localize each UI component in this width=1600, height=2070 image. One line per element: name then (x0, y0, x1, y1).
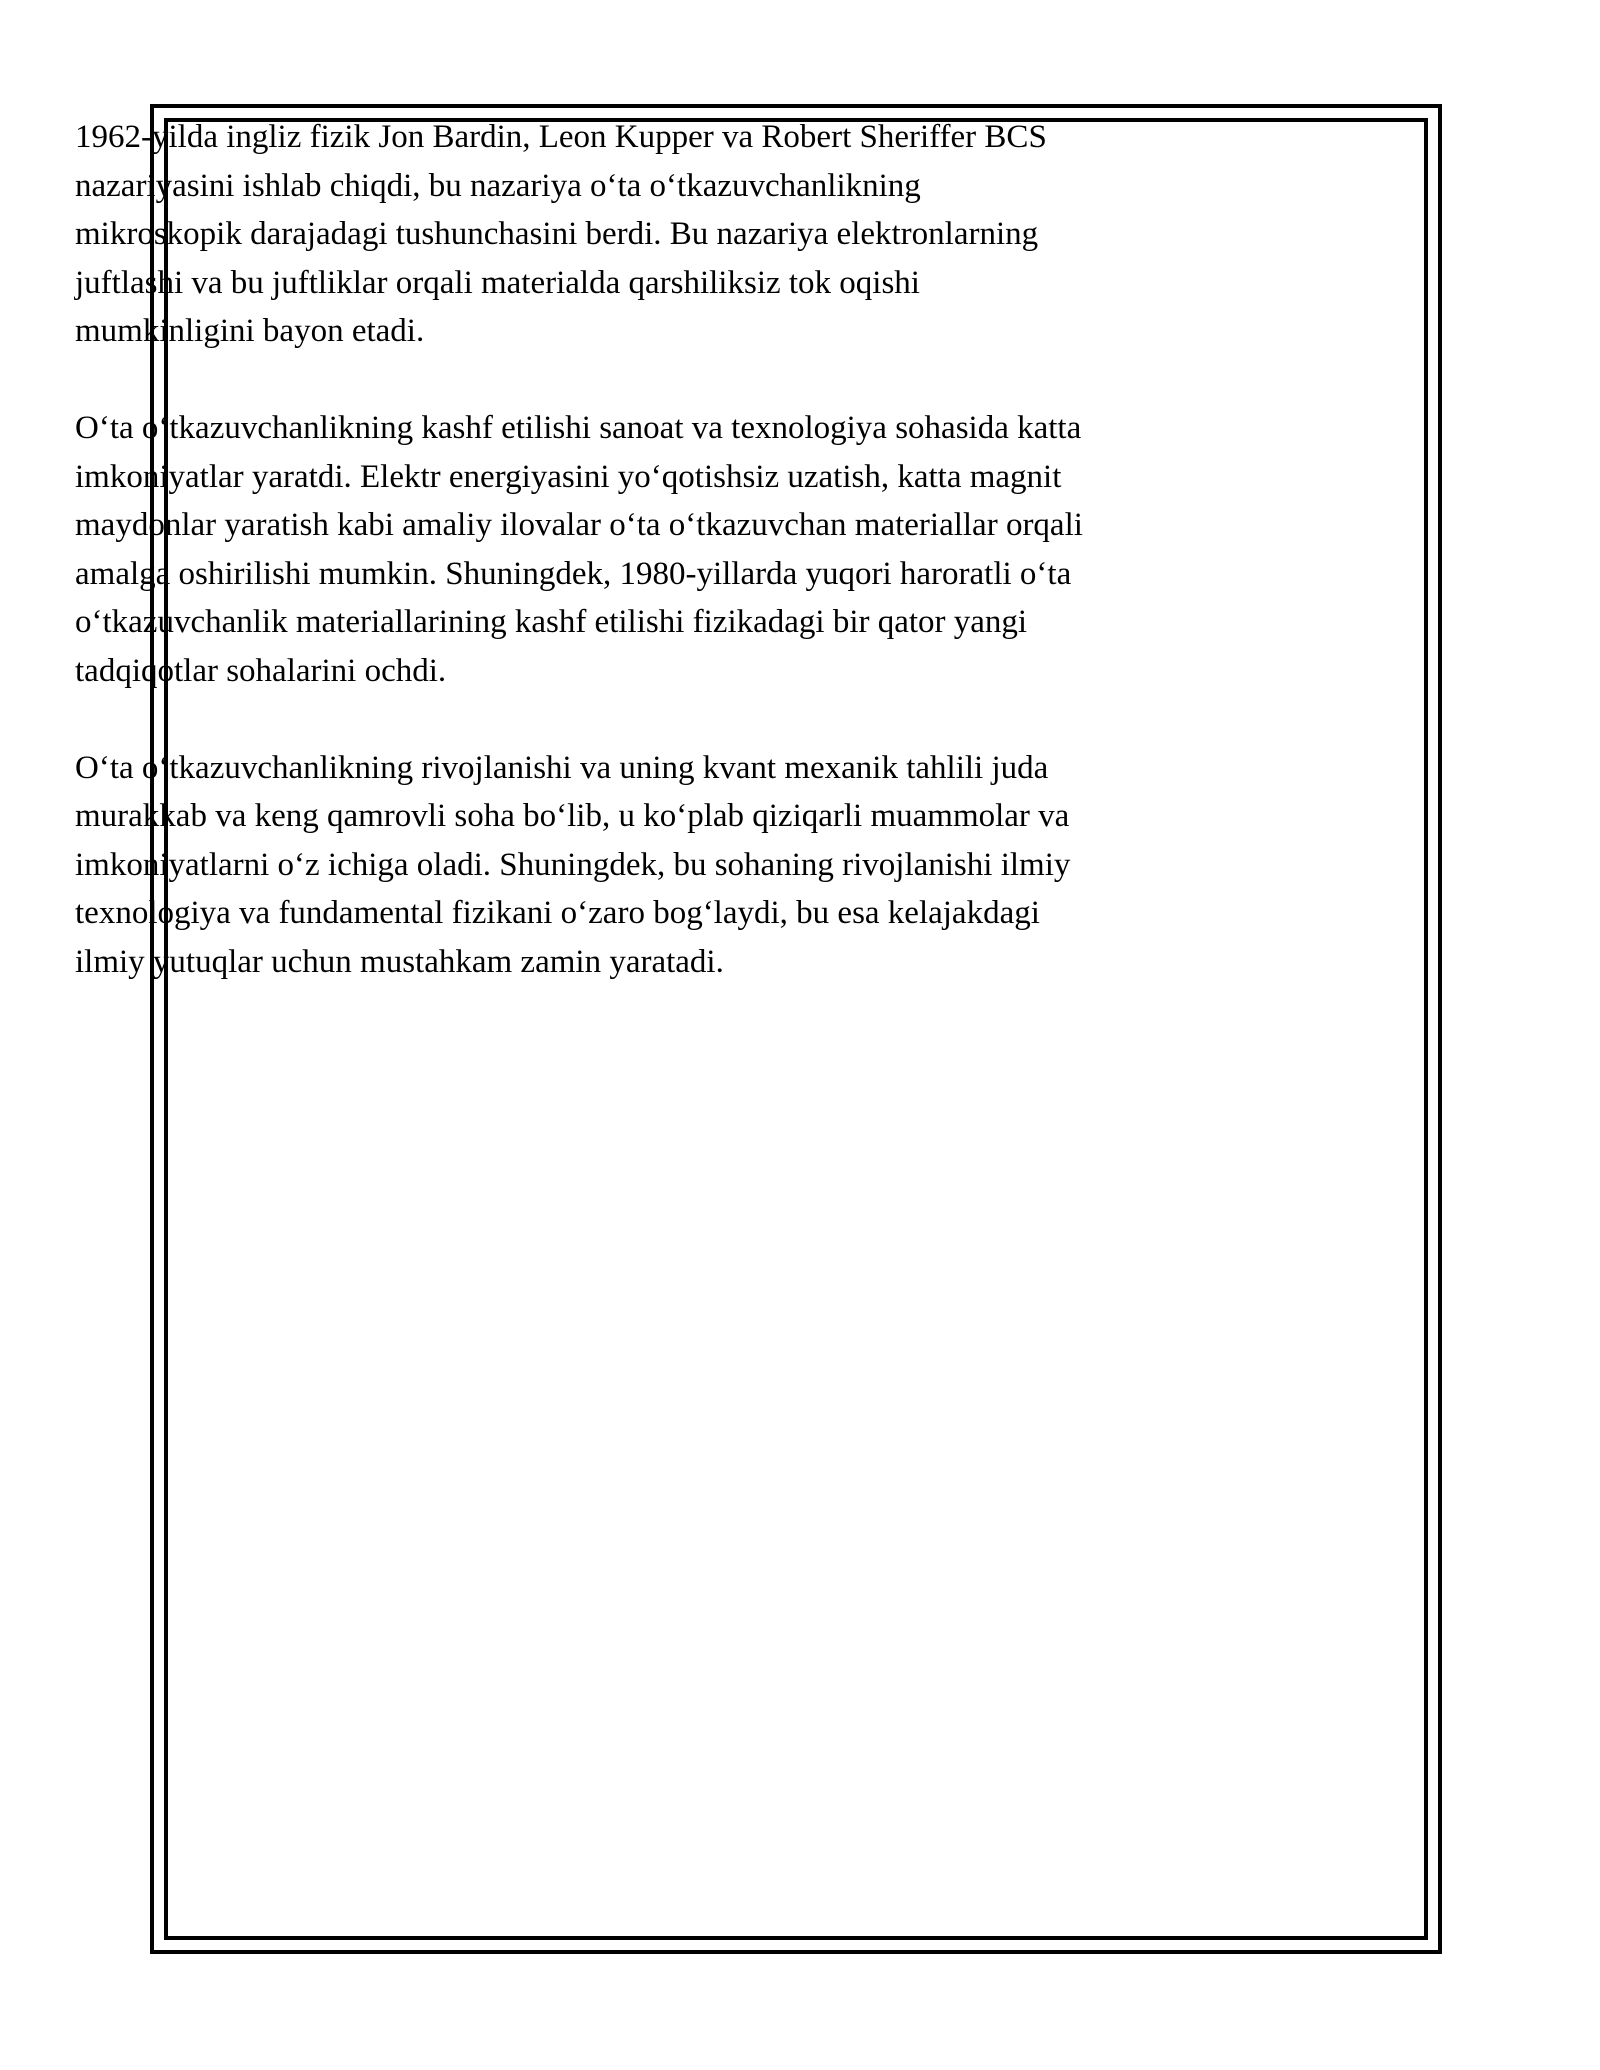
text-line: O‘ta o‘tkazuvchanlikning rivojlanishi va uning kvant mexanik tahlili juda (75, 749, 1049, 786)
text-line: maydonlar yaratish kabi amaliy ilovalar o‘ta o‘tkazuvchan materiallar orqali (75, 507, 1083, 543)
text-line: imkoniyatlar yaratdi. Elektr energiyasini yo‘qotishsiz uzatish, katta magnit (75, 458, 1062, 495)
text-line: tadqiqotlar sohalarini ochdi. (75, 652, 447, 689)
text-line: imkoniyatlarni o‘z ichiga oladi. Shuningdek, bu sohaning rivojlanishi ilmiy (75, 846, 1071, 883)
text-line: O‘ta o‘tkazuvchanlikning kashf etilishi sanoat va texnologiya sohasida katta (75, 410, 1082, 446)
paragraph-2 (75, 404, 1205, 695)
text-line: 1962-yilda ingliz fizik Jon Bardin, Leon Kupper va Robert Sheriffer BCS (75, 119, 1047, 155)
text-line: mikroskopik darajadagi tushunchasini berdi. Bu nazariya elektronlarning (75, 216, 1039, 252)
text-line: texnologiya va fundamental fizikani o‘zaro bog‘laydi, bu esa kelajakdagi (75, 895, 1040, 931)
text-line: juftlashi va bu juftliklar orqali materialda qarshiliksiz tok oqishi (75, 264, 920, 301)
text-line: murakkab va keng qamrovli soha bo‘lib, u ko‘plab qiziqarli muammolar va (75, 798, 1070, 834)
text-line: o‘tkazuvchanlik materiallarining kashf etilishi fizikadagi bir qator yangi (75, 604, 1028, 640)
paragraph-1 (75, 113, 1205, 356)
text-line: mumkinligini bayon etadi. (75, 313, 425, 349)
document-body (75, 113, 1205, 1035)
text-line: nazariyasini ishlab chiqdi, bu nazariya o‘ta o‘tkazuvchanlikning (75, 167, 921, 204)
text-line: ilmiy yutuqlar uchun mustahkam zamin yaratadi. (75, 943, 724, 980)
text-line: amalga oshirilishi mumkin. Shuningdek, 1980-yillarda yuqori haroratli o‘ta (75, 555, 1072, 592)
paragraph-3 (75, 744, 1205, 987)
